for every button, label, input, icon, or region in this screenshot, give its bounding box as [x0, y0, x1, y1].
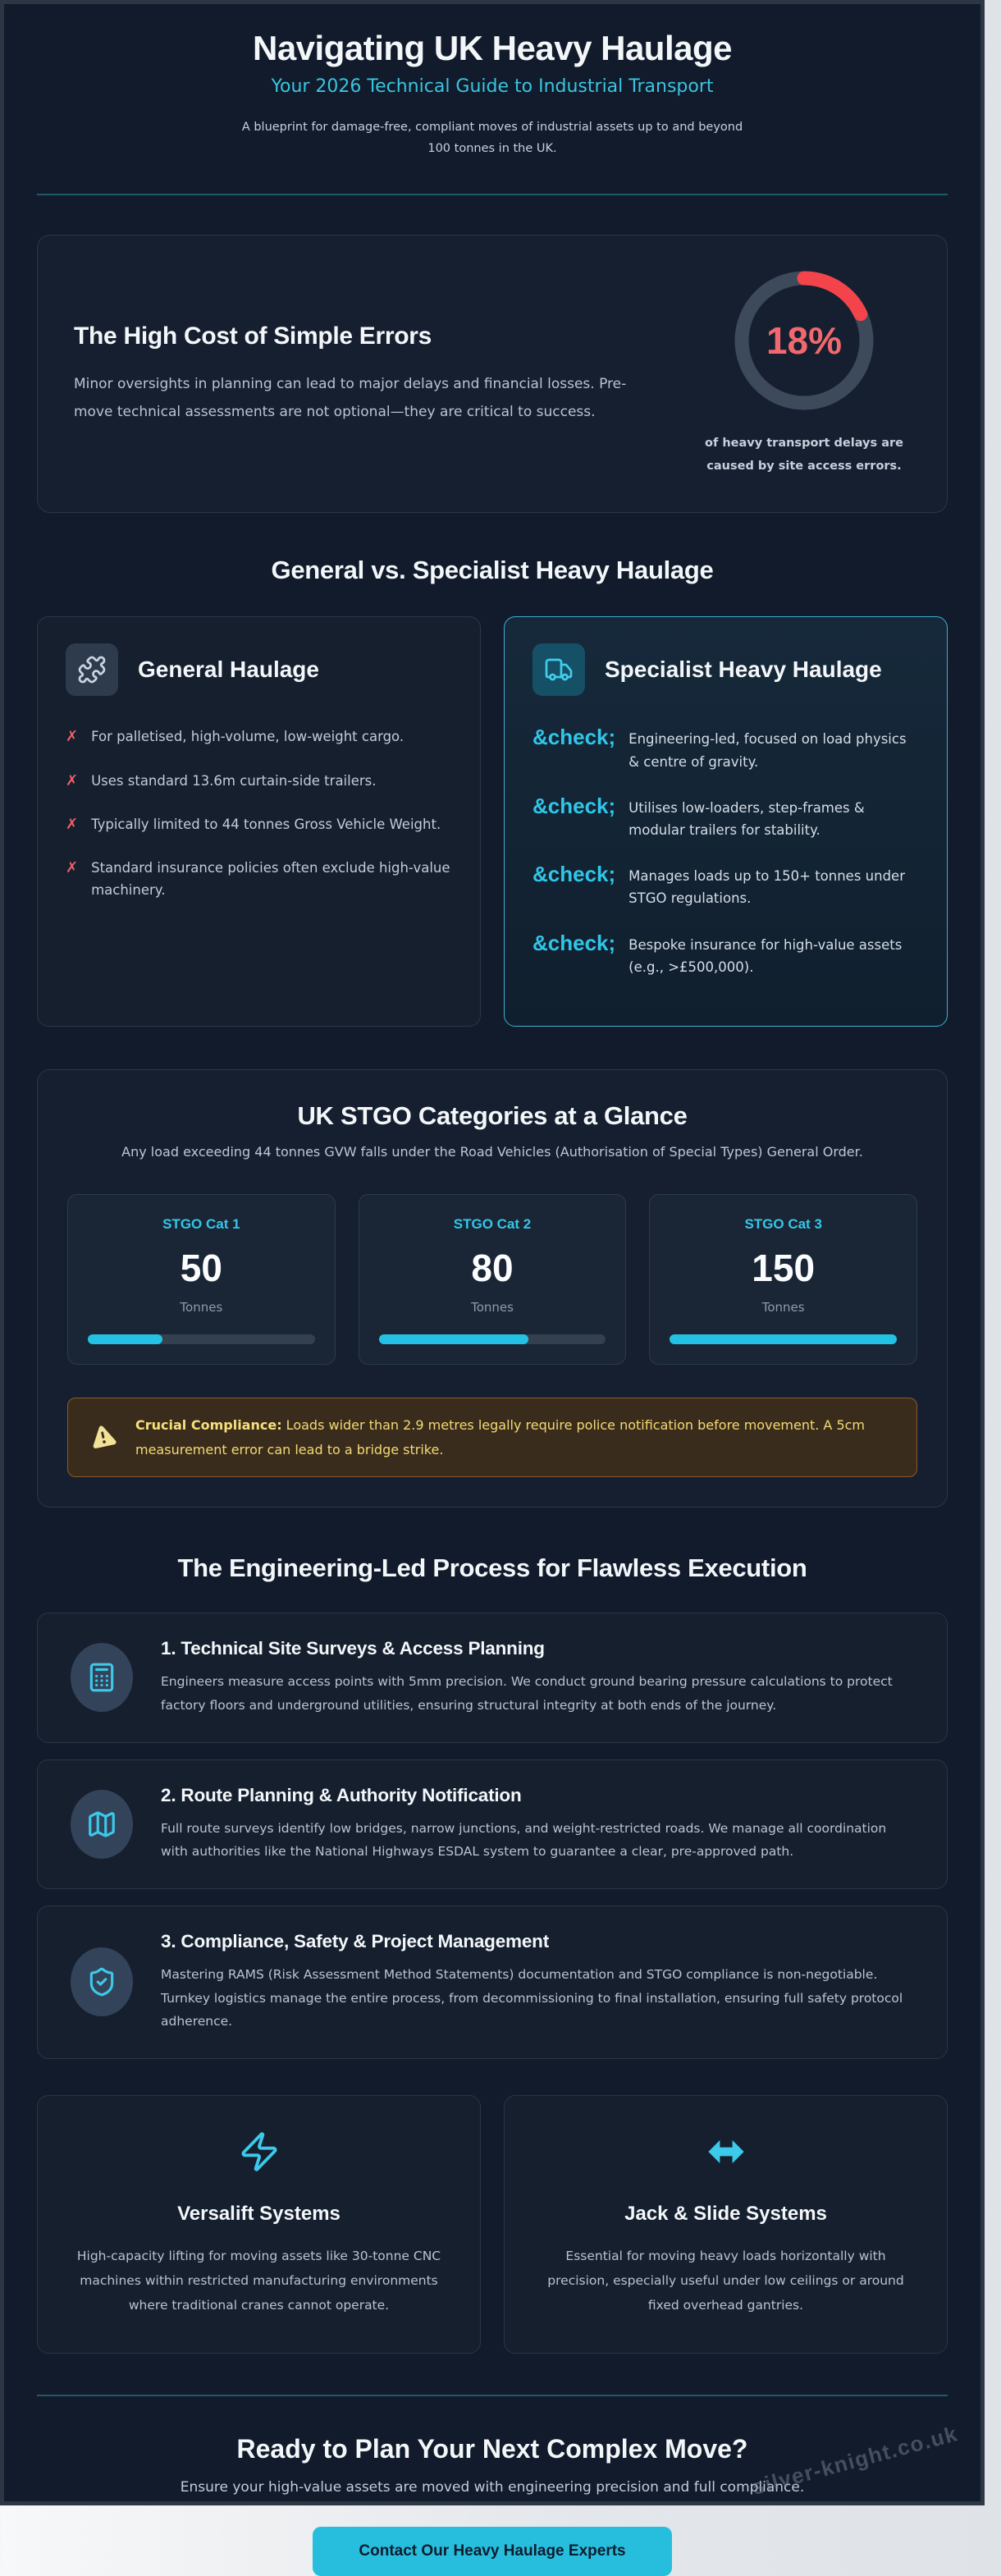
list-item: &check; Engineering-led, focused on load physics & centre of gravity.: [532, 725, 907, 770]
stat-value: 80: [471, 1247, 514, 1290]
process-step-body: Mastering RAMS (Risk Assessment Method Statements) documentation and STGO compliance is non-negotiable. Turnkey logistics manage the entire process, from decommissioning to final installation, ensuring full safety protocol adherence.: [161, 1966, 903, 2029]
puzzle-icon: [66, 643, 118, 696]
stat-unit: Tonnes: [180, 1300, 223, 1315]
cross-mark-icon: ✗: [66, 771, 79, 789]
system-card-title: Jack & Slide Systems: [624, 2202, 827, 2225]
system-card-title: Versalift Systems: [177, 2202, 341, 2225]
donut-percent-label: 18%: [766, 319, 843, 363]
cost-of-errors-card: [37, 235, 948, 513]
cross-mark-icon: ✗: [66, 728, 79, 746]
stgo-cat1-card: [67, 1194, 336, 1365]
process-step-3: [37, 1906, 948, 2059]
page-intro: A blueprint for damage-free, compliant moves of industrial assets up to and beyond 100 tonnes in the UK.: [241, 121, 743, 156]
donut-caption: of heavy transport delays are caused by site access errors.: [705, 437, 903, 473]
progress-bar: [670, 1334, 897, 1344]
cost-card-heading: The High Cost of Simple Errors: [74, 322, 432, 350]
stat-value: 50: [180, 1247, 222, 1290]
page-title: Navigating UK Heavy Haulage: [252, 29, 732, 67]
stgo-subheading: Any load exceeding 44 tonnes GVW falls under the Road Vehicles (Authorisation of Special Types) General Order.: [121, 1144, 863, 1160]
stat-label: STGO Cat 3: [744, 1216, 822, 1233]
process-step-title: 1. Technical Site Surveys & Access Planning: [161, 1638, 545, 1659]
stgo-section-card: [37, 1069, 948, 1508]
check-entity-text: &check;: [532, 793, 616, 818]
progress-bar: [379, 1334, 606, 1344]
list-item: &check; Utilises low-loaders, step-frames & modular trailers for stability.: [532, 793, 865, 838]
list-item: &check; Manages loads up to 150+ tonnes under STGO regulations.: [532, 862, 905, 907]
map-icon: [71, 1790, 133, 1859]
stgo-cat2-card: [359, 1194, 627, 1365]
specialist-feature-list: [532, 725, 919, 978]
stat-unit: Tonnes: [471, 1300, 514, 1315]
specialist-haulage-card: [504, 616, 948, 1027]
warning-lead: Crucial Compliance:: [135, 1417, 282, 1434]
check-entity-text: &check;: [532, 725, 616, 750]
general-feature-list: [66, 725, 452, 901]
contact-experts-button[interactable]: Contact Our Heavy Haulage Experts: [313, 2527, 671, 2576]
list-item: ✗ For palletised, high-volume, low-weight cargo.: [66, 725, 452, 748]
system-card-body: Essential for moving heavy loads horizontally with precision, especially useful under low ceilings or around fixed overhead gantries.: [547, 2248, 904, 2313]
process-step-1: [37, 1613, 948, 1742]
list-item: ✗ Typically limited to 44 tonnes Gross Vehicle Weight.: [66, 813, 452, 835]
cost-card-body: Minor oversights in planning can lead to major delays and financial losses. Pre-move technical assessments are not optional—they are critical to success.: [74, 375, 627, 420]
warning-text: Crucial Compliance: Loads wider than 2.9 metres legally require police notification before movement. A 5cm measurement error can lead to a bridge strike.: [135, 1417, 866, 1457]
list-item: ✗ Uses standard 13.6m curtain-side trailers.: [66, 770, 452, 792]
cta-heading: Ready to Plan Your Next Complex Move?: [236, 2433, 748, 2464]
stgo-cat3-card: [649, 1194, 917, 1365]
process-step-body: Full route surveys identify low bridges, narrow junctions, and weight-restricted roads. We manage all coordination with authorities like the National Highways ESDAL system to guarantee a clear, pre-approved path.: [161, 1820, 887, 1860]
general-card-title: General Haulage: [138, 657, 319, 683]
divider: [37, 194, 948, 195]
list-item: ✗ Standard insurance policies often exclude high-value machinery.: [66, 857, 452, 901]
versalift-card: [37, 2095, 481, 2354]
process-step-2: [37, 1759, 948, 1889]
lightning-icon: [238, 2161, 281, 2176]
watermark: silver-knight.co.uk: [749, 2421, 961, 2500]
specialist-card-title: Specialist Heavy Haulage: [605, 657, 882, 683]
process-heading: The Engineering-Led Process for Flawless Execution: [177, 1553, 807, 1583]
process-step-body: Engineers measure access points with 5mm precision. We conduct ground bearing pressure calculations to protect factory floors and underground utilities, ensuring structural integrity at both ends of the journey.: [161, 1674, 893, 1713]
calculator-icon: [71, 1643, 133, 1712]
general-haulage-card: [37, 616, 481, 1027]
divider: [37, 2395, 948, 2396]
page-subtitle: Your 2026 Technical Guide to Industrial Transport: [271, 76, 714, 97]
jack-slide-card: [504, 2095, 948, 2354]
double-arrow-icon: [705, 2161, 747, 2176]
system-card-body: High-capacity lifting for moving assets like 30-tonne CNC machines within restricted manufacturing environments where traditional cranes cannot operate.: [76, 2248, 441, 2313]
process-step-title: 3. Compliance, Safety & Project Management: [161, 1930, 549, 1951]
stat-value: 150: [752, 1247, 816, 1290]
compliance-warning-banner: [67, 1398, 917, 1477]
shield-check-icon: [71, 1947, 133, 2016]
cross-mark-icon: ✗: [66, 815, 79, 833]
truck-icon: [532, 643, 585, 696]
stgo-heading: UK STGO Categories at a Glance: [297, 1101, 688, 1131]
cross-mark-icon: ✗: [66, 858, 79, 876]
warning-triangle-icon: [86, 1420, 120, 1456]
process-step-title: 2. Route Planning & Authority Notification: [161, 1784, 522, 1805]
stat-label: STGO Cat 2: [453, 1216, 532, 1233]
stat-label: STGO Cat 1: [162, 1216, 240, 1233]
check-entity-text: &check;: [532, 930, 616, 955]
cta-subheading: Ensure your high-value assets are moved with engineering precision and full compliance.: [180, 2478, 805, 2496]
comparison-heading: General vs. Specialist Heavy Haulage: [271, 556, 714, 585]
delay-donut-chart: [734, 270, 875, 411]
stat-unit: Tonnes: [761, 1300, 805, 1315]
check-entity-text: &check;: [532, 862, 616, 887]
progress-bar: [88, 1334, 315, 1344]
list-item: &check; Bespoke insurance for high-value assets (e.g., >£500,000).: [532, 930, 903, 975]
